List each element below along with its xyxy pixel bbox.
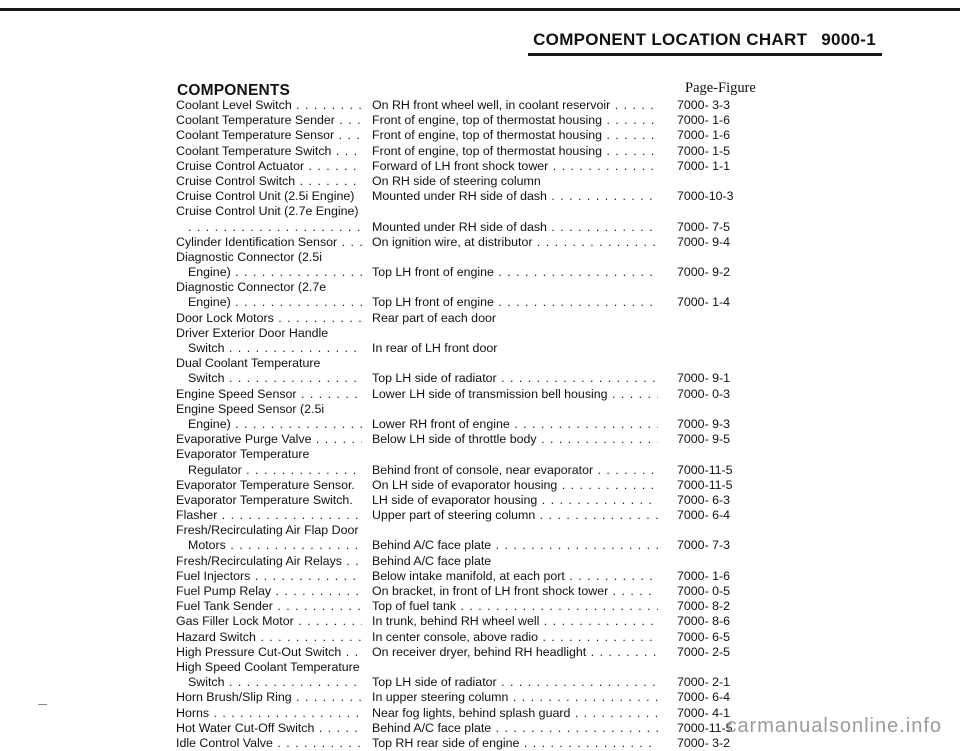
component-name: Coolant Temperature Sender . . . xyxy=(176,113,362,128)
component-location: Lower RH front of engine . . . xyxy=(372,417,658,432)
component-location: In upper steering column . . . xyxy=(372,690,658,705)
component-name: Fuel Pump Relay . . . xyxy=(176,584,362,599)
table-row xyxy=(0,660,960,675)
component-location: On LH side of evaporator housing . . . xyxy=(372,478,658,493)
page-figure-ref: 7000- 9-4 xyxy=(677,234,731,249)
component-location: Top LH front of engine . . . xyxy=(372,265,658,280)
component-location: Rear part of each door xyxy=(372,310,496,325)
component-name: Cruise Control Unit (2.7e Engine) xyxy=(176,204,359,219)
component-name: High Pressure Cut-Out Switch . . . xyxy=(176,645,362,660)
component-name: Evaporator Temperature xyxy=(176,447,310,462)
component-name: Cruise Control Actuator . . . xyxy=(176,159,362,174)
table-row xyxy=(0,463,960,478)
page-figure-ref: 7000- 2-1 xyxy=(677,675,731,690)
page-figure-ref: 7000-11-5 xyxy=(677,720,733,735)
page-figure-ref: 7000-11-5 xyxy=(677,477,733,492)
component-name: Switch . . . xyxy=(188,675,362,690)
page-title: COMPONENT LOCATION CHART xyxy=(533,30,808,49)
table-row xyxy=(0,569,960,584)
table-row xyxy=(0,402,960,417)
component-location: Front of engine, top of thermostat housing . . . xyxy=(372,128,658,143)
page-figure-ref: 7000- 6-3 xyxy=(677,492,731,507)
component-location: Lower LH side of transmission bell housing . . . xyxy=(372,387,658,402)
component-name: Coolant Temperature Sensor . . . xyxy=(176,128,362,143)
component-name: Motors . . . xyxy=(188,538,362,553)
component-name: Engine) . . . xyxy=(188,295,362,310)
component-name: Fuel Tank Sender . . . xyxy=(176,599,362,614)
table-row xyxy=(0,432,960,447)
component-name: Coolant Temperature Switch . . . xyxy=(176,144,362,159)
component-location: Behind A/C face plate xyxy=(372,553,492,568)
table-row xyxy=(0,128,960,143)
table-row xyxy=(0,159,960,174)
component-name: Diagnostic Connector (2.5i xyxy=(176,249,323,264)
table-row xyxy=(0,447,960,462)
component-location: Top RH rear side of engine . . . xyxy=(372,736,658,751)
component-name: Evaporative Purge Valve . . . xyxy=(176,432,362,447)
component-name: Cylinder Identification Sensor . . . xyxy=(176,235,362,250)
table-row xyxy=(0,220,960,235)
component-name: Idle Control Valve . . . xyxy=(176,736,362,751)
page-figure-ref: 7000- 0-3 xyxy=(677,386,731,401)
component-location: On bracket, in front of LH front shock tower . . . xyxy=(372,584,658,599)
table-row xyxy=(0,690,960,705)
component-location: On RH front wheel well, in coolant reservoir . . . xyxy=(372,98,658,113)
component-location: Below LH side of throttle body . . . xyxy=(372,432,658,447)
table-row xyxy=(0,98,960,113)
component-location: Mounted under RH side of dash . . . xyxy=(372,189,658,204)
page-figure-ref: 7000- 3-3 xyxy=(677,98,731,112)
table-row xyxy=(0,599,960,614)
component-name: Cruise Control Switch . . . xyxy=(176,174,362,189)
component-name: Fresh/Recirculating Air Flap Door xyxy=(176,523,359,538)
table-row xyxy=(0,523,960,538)
table-row xyxy=(0,584,960,599)
component-name: Driver Exterior Door Handle xyxy=(176,325,329,340)
table-row xyxy=(0,144,960,159)
page-figure-ref: 7000- 9-1 xyxy=(677,371,731,386)
page-figure-ref: 7000- 6-4 xyxy=(677,508,731,523)
page-figure-ref: 7000- 7-5 xyxy=(677,219,731,234)
component-name xyxy=(188,220,362,235)
page-figure-ref: 7000- 8-2 xyxy=(677,599,731,614)
table-row xyxy=(0,538,960,553)
page-figure-ref: 7000- 3-2 xyxy=(677,735,731,750)
table-row xyxy=(0,113,960,128)
table-row xyxy=(0,295,960,310)
page-figure-ref: 7000- 9-2 xyxy=(677,265,731,280)
component-location: Top LH side of radiator . . . xyxy=(372,371,658,386)
component-name: High Speed Coolant Temperature xyxy=(176,659,360,674)
component-name: Dual Coolant Temperature xyxy=(176,356,321,371)
page-figure-ref: 7000- 6-4 xyxy=(677,690,731,705)
component-location: Behind A/C face plate . . . xyxy=(372,538,658,553)
component-location: In rear of LH front door xyxy=(372,341,498,355)
component-location: Upper part of steering column . . . xyxy=(372,508,658,523)
component-location: Front of engine, top of thermostat housing . . . xyxy=(372,113,658,128)
table-row xyxy=(0,387,960,402)
table-row xyxy=(0,478,960,493)
component-location: Behind A/C face plate . . . xyxy=(372,721,658,736)
component-location: On RH side of steering column xyxy=(372,173,541,188)
component-name: Gas Filler Lock Motor . . . xyxy=(176,614,362,629)
component-location: On receiver dryer, behind RH headlight . . . xyxy=(372,645,658,660)
component-location: Below intake manifold, at each port . . . xyxy=(372,569,658,584)
watermark: carmanualsonline.info xyxy=(726,715,942,737)
page-figure-ref: 7000- 7-3 xyxy=(677,538,731,553)
table-row xyxy=(0,554,960,569)
component-name: Door Lock Motors . . . xyxy=(176,311,362,326)
component-name: Fresh/Recirculating Air Relays . . . xyxy=(176,554,362,569)
table-row xyxy=(0,736,960,751)
component-location: Behind front of console, near evaporator . . . xyxy=(372,463,658,478)
table-row xyxy=(0,675,960,690)
page-figure-ref: 7000- 1-4 xyxy=(677,295,731,310)
component-location: Top LH front of engine . . . xyxy=(372,295,658,310)
component-location: Mounted under RH side of dash . . . xyxy=(372,220,658,235)
table-row xyxy=(0,508,960,523)
component-name: Switch . . . xyxy=(188,341,362,356)
component-name: Cruise Control Unit (2.5i Engine) xyxy=(176,189,355,204)
table-row xyxy=(0,341,960,356)
component-name: Coolant Level Switch . . . xyxy=(176,98,362,113)
table-row xyxy=(0,311,960,326)
component-name: Switch . . . xyxy=(188,371,362,386)
table-row xyxy=(0,204,960,219)
table-row xyxy=(0,493,960,508)
section-number: 9000-1 xyxy=(821,30,876,49)
page-figure-ref: 7000-10-3 xyxy=(677,189,734,204)
page-figure-heading: Page-Figure xyxy=(685,80,756,96)
page-figure-ref: 7000- 1-6 xyxy=(677,113,731,128)
component-location: Forward of LH front shock tower . . . xyxy=(372,159,658,174)
page-figure-ref: 7000- 1-6 xyxy=(677,568,731,583)
component-name: Engine) . . . xyxy=(188,417,362,432)
component-table xyxy=(0,98,960,751)
component-location: Top LH side of radiator . . . xyxy=(372,675,658,690)
top-rule xyxy=(0,8,960,11)
page-figure-ref: 7000- 0-5 xyxy=(677,584,731,598)
component-name: Engine Speed Sensor . . . xyxy=(176,387,362,402)
component-location: Top of fuel tank . . . xyxy=(372,599,658,614)
table-row xyxy=(0,189,960,204)
page-figure-ref: 7000- 1-1 xyxy=(677,158,731,173)
page-figure-ref: 7000- 8-6 xyxy=(677,614,731,629)
margin-mark xyxy=(38,704,47,705)
table-row xyxy=(0,645,960,660)
page-figure-ref: 7000- 6-5 xyxy=(677,629,731,644)
component-name: Evaporator Temperature Sensor. xyxy=(176,477,355,492)
table-row xyxy=(0,356,960,371)
component-name: Horn Brush/Slip Ring . . . xyxy=(176,690,362,705)
component-name: Flasher . . . xyxy=(176,508,362,523)
component-name: Engine) . . . xyxy=(188,265,362,280)
component-location: In center console, above radio . . . xyxy=(372,630,658,645)
table-row xyxy=(0,265,960,280)
page-figure-ref: 7000- 4-1 xyxy=(677,705,731,720)
component-name: Regulator . . . xyxy=(188,463,362,478)
table-row xyxy=(0,614,960,629)
page-figure-ref: 7000- 9-3 xyxy=(677,416,731,431)
page-figure-ref: 7000- 2-5 xyxy=(677,644,731,659)
component-name: Evaporator Temperature Switch. xyxy=(176,492,353,507)
component-location: LH side of evaporator housing . . . xyxy=(372,493,658,508)
table-row xyxy=(0,174,960,189)
components-heading: COMPONENTS xyxy=(177,82,291,99)
component-name: Engine Speed Sensor (2.5i xyxy=(176,401,325,416)
page-figure-ref: 7000- 9-5 xyxy=(677,432,731,447)
component-location: Front of engine, top of thermostat housing . . . xyxy=(372,144,658,159)
component-name: Hazard Switch . . . xyxy=(176,630,362,645)
component-name: Diagnostic Connector (2.7e xyxy=(176,280,327,295)
table-row xyxy=(0,371,960,386)
table-row xyxy=(0,250,960,265)
table-row xyxy=(0,417,960,432)
component-location: Near fog lights, behind splash guard . . . xyxy=(372,706,658,721)
table-row xyxy=(0,326,960,341)
table-row xyxy=(0,280,960,295)
table-row xyxy=(0,235,960,250)
component-name: Horns . . . xyxy=(176,706,362,721)
component-name: Fuel Injectors . . . xyxy=(176,569,362,584)
page-figure-ref: 7000- 1-6 xyxy=(677,128,731,143)
page-header xyxy=(533,30,876,50)
component-location: In trunk, behind RH wheel well . . . xyxy=(372,614,658,629)
header-rule xyxy=(528,53,882,56)
component-location: On ignition wire, at distributor . . . xyxy=(372,235,658,250)
table-row xyxy=(0,630,960,645)
page-figure-ref: 7000- 1-5 xyxy=(677,143,731,158)
page-figure-ref: 7000-11-5 xyxy=(677,462,733,477)
component-name: Hot Water Cut-Off Switch . . . xyxy=(176,721,362,736)
